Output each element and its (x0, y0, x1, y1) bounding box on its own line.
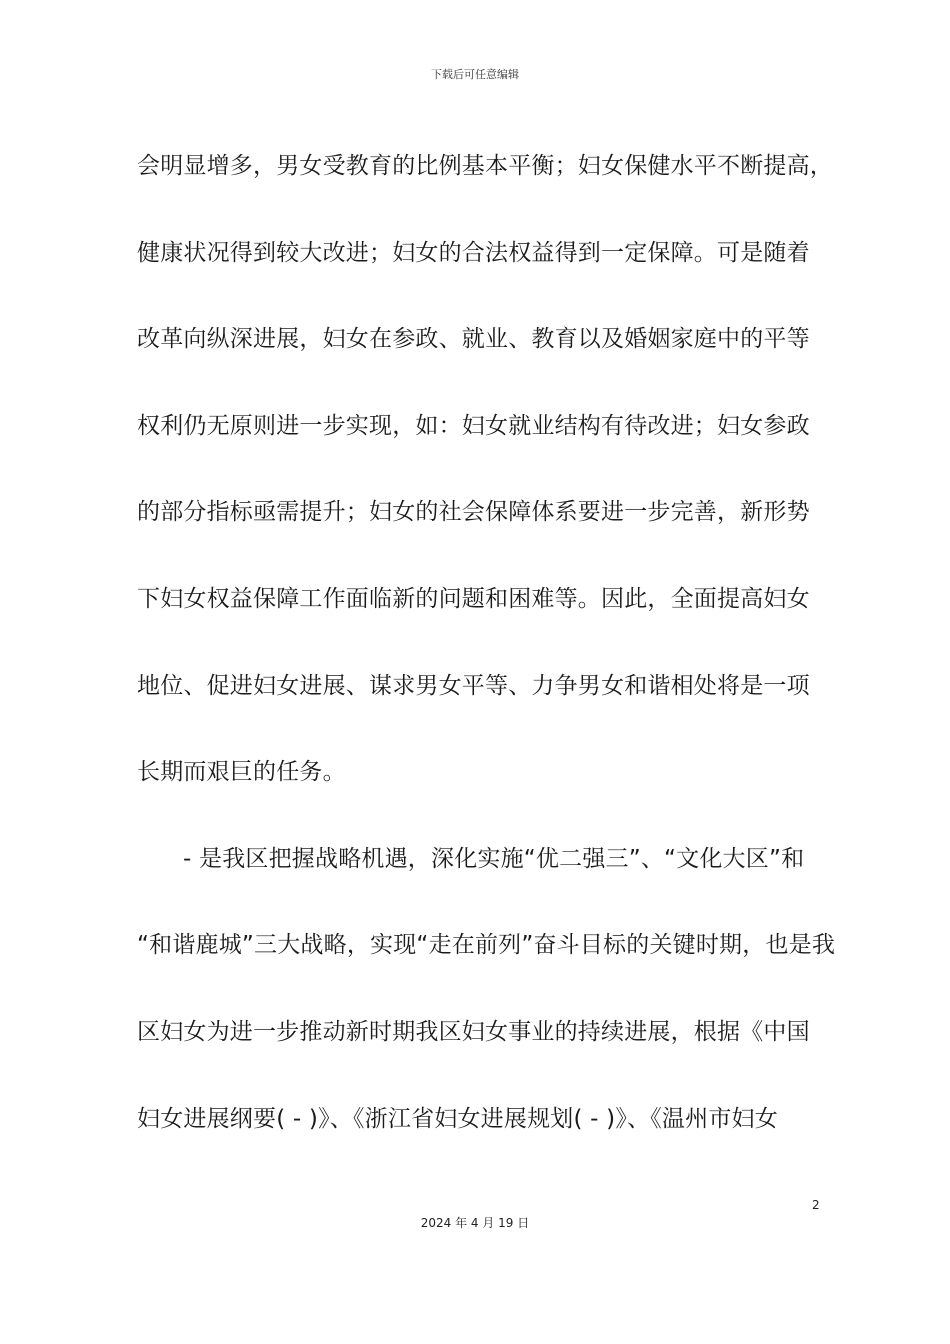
body-line: 长期而艰巨的任务。 (137, 759, 346, 786)
page-number: 2 (812, 1198, 820, 1212)
body-line: 改革向纵深进展，妇女在参政、就业、教育以及婚姻家庭中的平等 (137, 326, 810, 353)
paragraph-first-line: - 是我区把握战略机遇，深化实施“优二强三”、“文化大区”和 (183, 845, 805, 872)
body-line: 区妇女为进一步推动新时期我区妇女事业的持续进展，根据《中国 (137, 1018, 810, 1045)
body-line: “和谐鹿城”三大战略，实现“走在前列”奋斗目标的关键时期，也是我 (137, 932, 836, 959)
page-header: 下载后可任意编辑 (431, 68, 519, 81)
body-line: 健康状况得到较大改进；妇女的合法权益得到一定保障。可是随着 (137, 239, 810, 266)
document-body (137, 138, 837, 1177)
body-line: 地位、促进妇女进展、谋求男女平等、力争男女和谐相处将是一项 (137, 672, 810, 699)
page-footer-date: 2024 年 4 月 19 日 (420, 1216, 530, 1230)
body-line: 会明显增多，男女受教育的比例基本平衡；妇女保健水平不断提高， (137, 153, 833, 179)
body-line: 的部分指标亟需提升；妇女的社会保障体系要进一步完善，新形势 (137, 499, 810, 526)
body-line: 权利仍无原则进一步实现，如：妇女就业结构有待改进；妇女参政 (137, 412, 810, 439)
body-line: 妇女进展纲要( - )》、《浙江省妇女进展规划( - )》、《温州市妇女 (137, 1105, 778, 1132)
body-line: 下妇女权益保障工作面临新的问题和困难等。因此，全面提高妇女 (137, 585, 810, 612)
